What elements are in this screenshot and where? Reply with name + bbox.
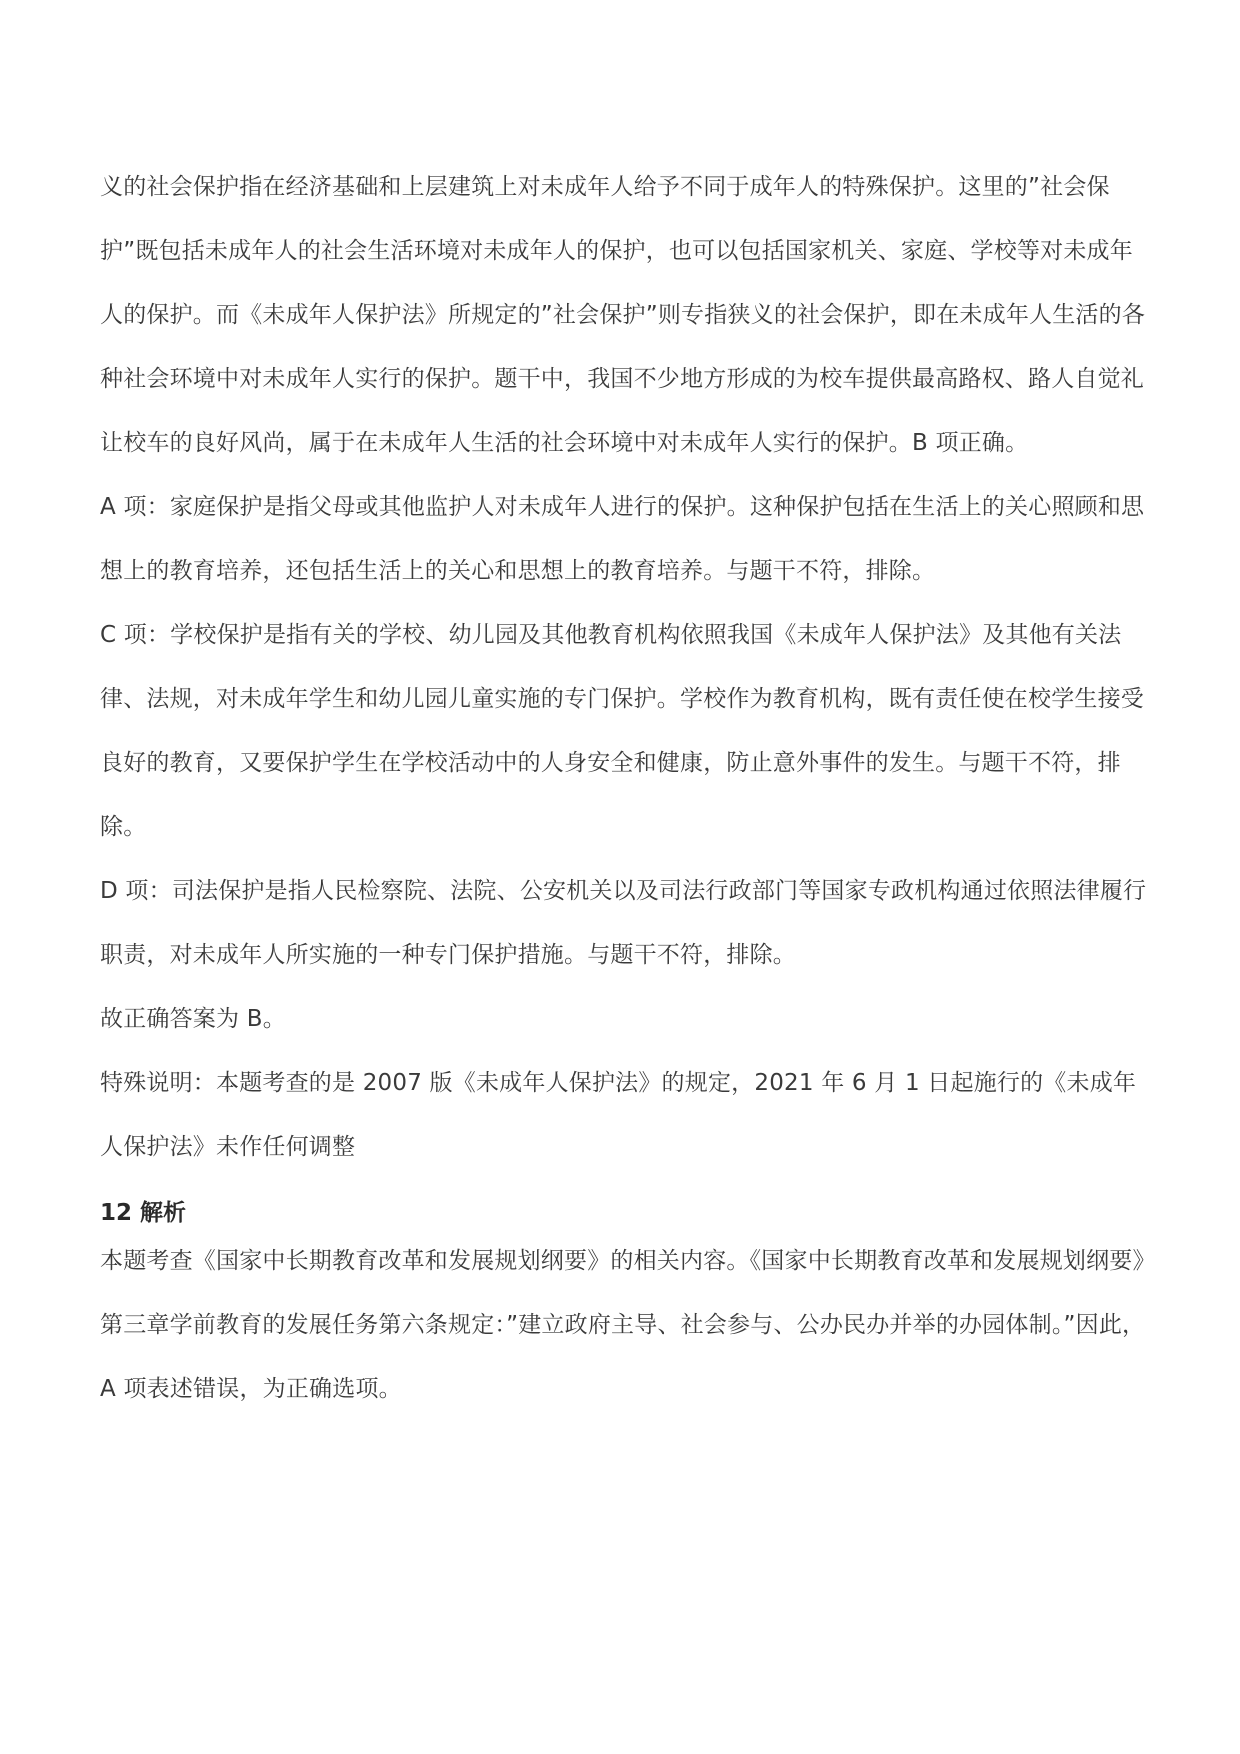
- document-page: [100, 155, 1150, 1421]
- paragraph-option-c: C 项：学校保护是指有关的学校、幼儿园及其他教育机构依照我国《未成年人保护法》及其他有关法律、法规，对未成年学生和幼儿园儿童实施的专门保护。学校作为教育机构，既有责任使在校学生接受良好的教育，又要保护学生在学校活动中的人身安全和健康，防止意外事件的发生。与题干不符，排除。: [100, 622, 1144, 840]
- paragraph-option-d: D 项：司法保护是指人民检察院、法院、公安机关以及司法行政部门等国家专政机构通过依照法律履行职责，对未成年人所实施的一种专门保护措施。与题干不符，排除。: [100, 878, 1147, 968]
- paragraph-answer: 故正确答案为 B。: [100, 1006, 286, 1032]
- paragraph-special-note: 特殊说明：本题考查的是 2007 版《未成年人保护法》的规定，2021 年 6 月 1 日起施行的《未成年人保护法》未作任何调整: [100, 1070, 1137, 1160]
- paragraph-social-protection: 义的社会保护指在经济基础和上层建筑上对未成年人给予不同于成年人的特殊保护。这里的”社会保护”既包括未成年人的社会生活环境对未成年人的保护，也可以包括国家机关、家庭、学校等对未成年人的保护。而《未成年人保护法》所规定的”社会保护”则专指狭义的社会保护，即在未成年人生活的各种社会环境中对未成年人实行的保护。题干中，我国不少地方形成的为校车提供最高路权、路人自觉礼让校车的良好风尚，属于在未成年人生活的社会环境中对未成年人实行的保护。B 项正确。: [100, 174, 1146, 456]
- paragraph-q12-analysis: 本题考查《国家中长期教育改革和发展规划纲要》的相关内容。《国家中长期教育改革和发展规划纲要》第三章学前教育的发展任务第六条规定：”建立政府主导、社会参与、公办民办并举的办园体制。”因此，A 项表述错误，为正确选项。: [100, 1248, 1146, 1402]
- section-heading-12: 12 解析: [100, 1200, 187, 1226]
- paragraph-option-a: A 项：家庭保护是指父母或其他监护人对未成年人进行的保护。这种保护包括在生活上的关心照顾和思想上的教育培养，还包括生活上的关心和思想上的教育培养。与题干不符，排除。: [100, 494, 1145, 584]
